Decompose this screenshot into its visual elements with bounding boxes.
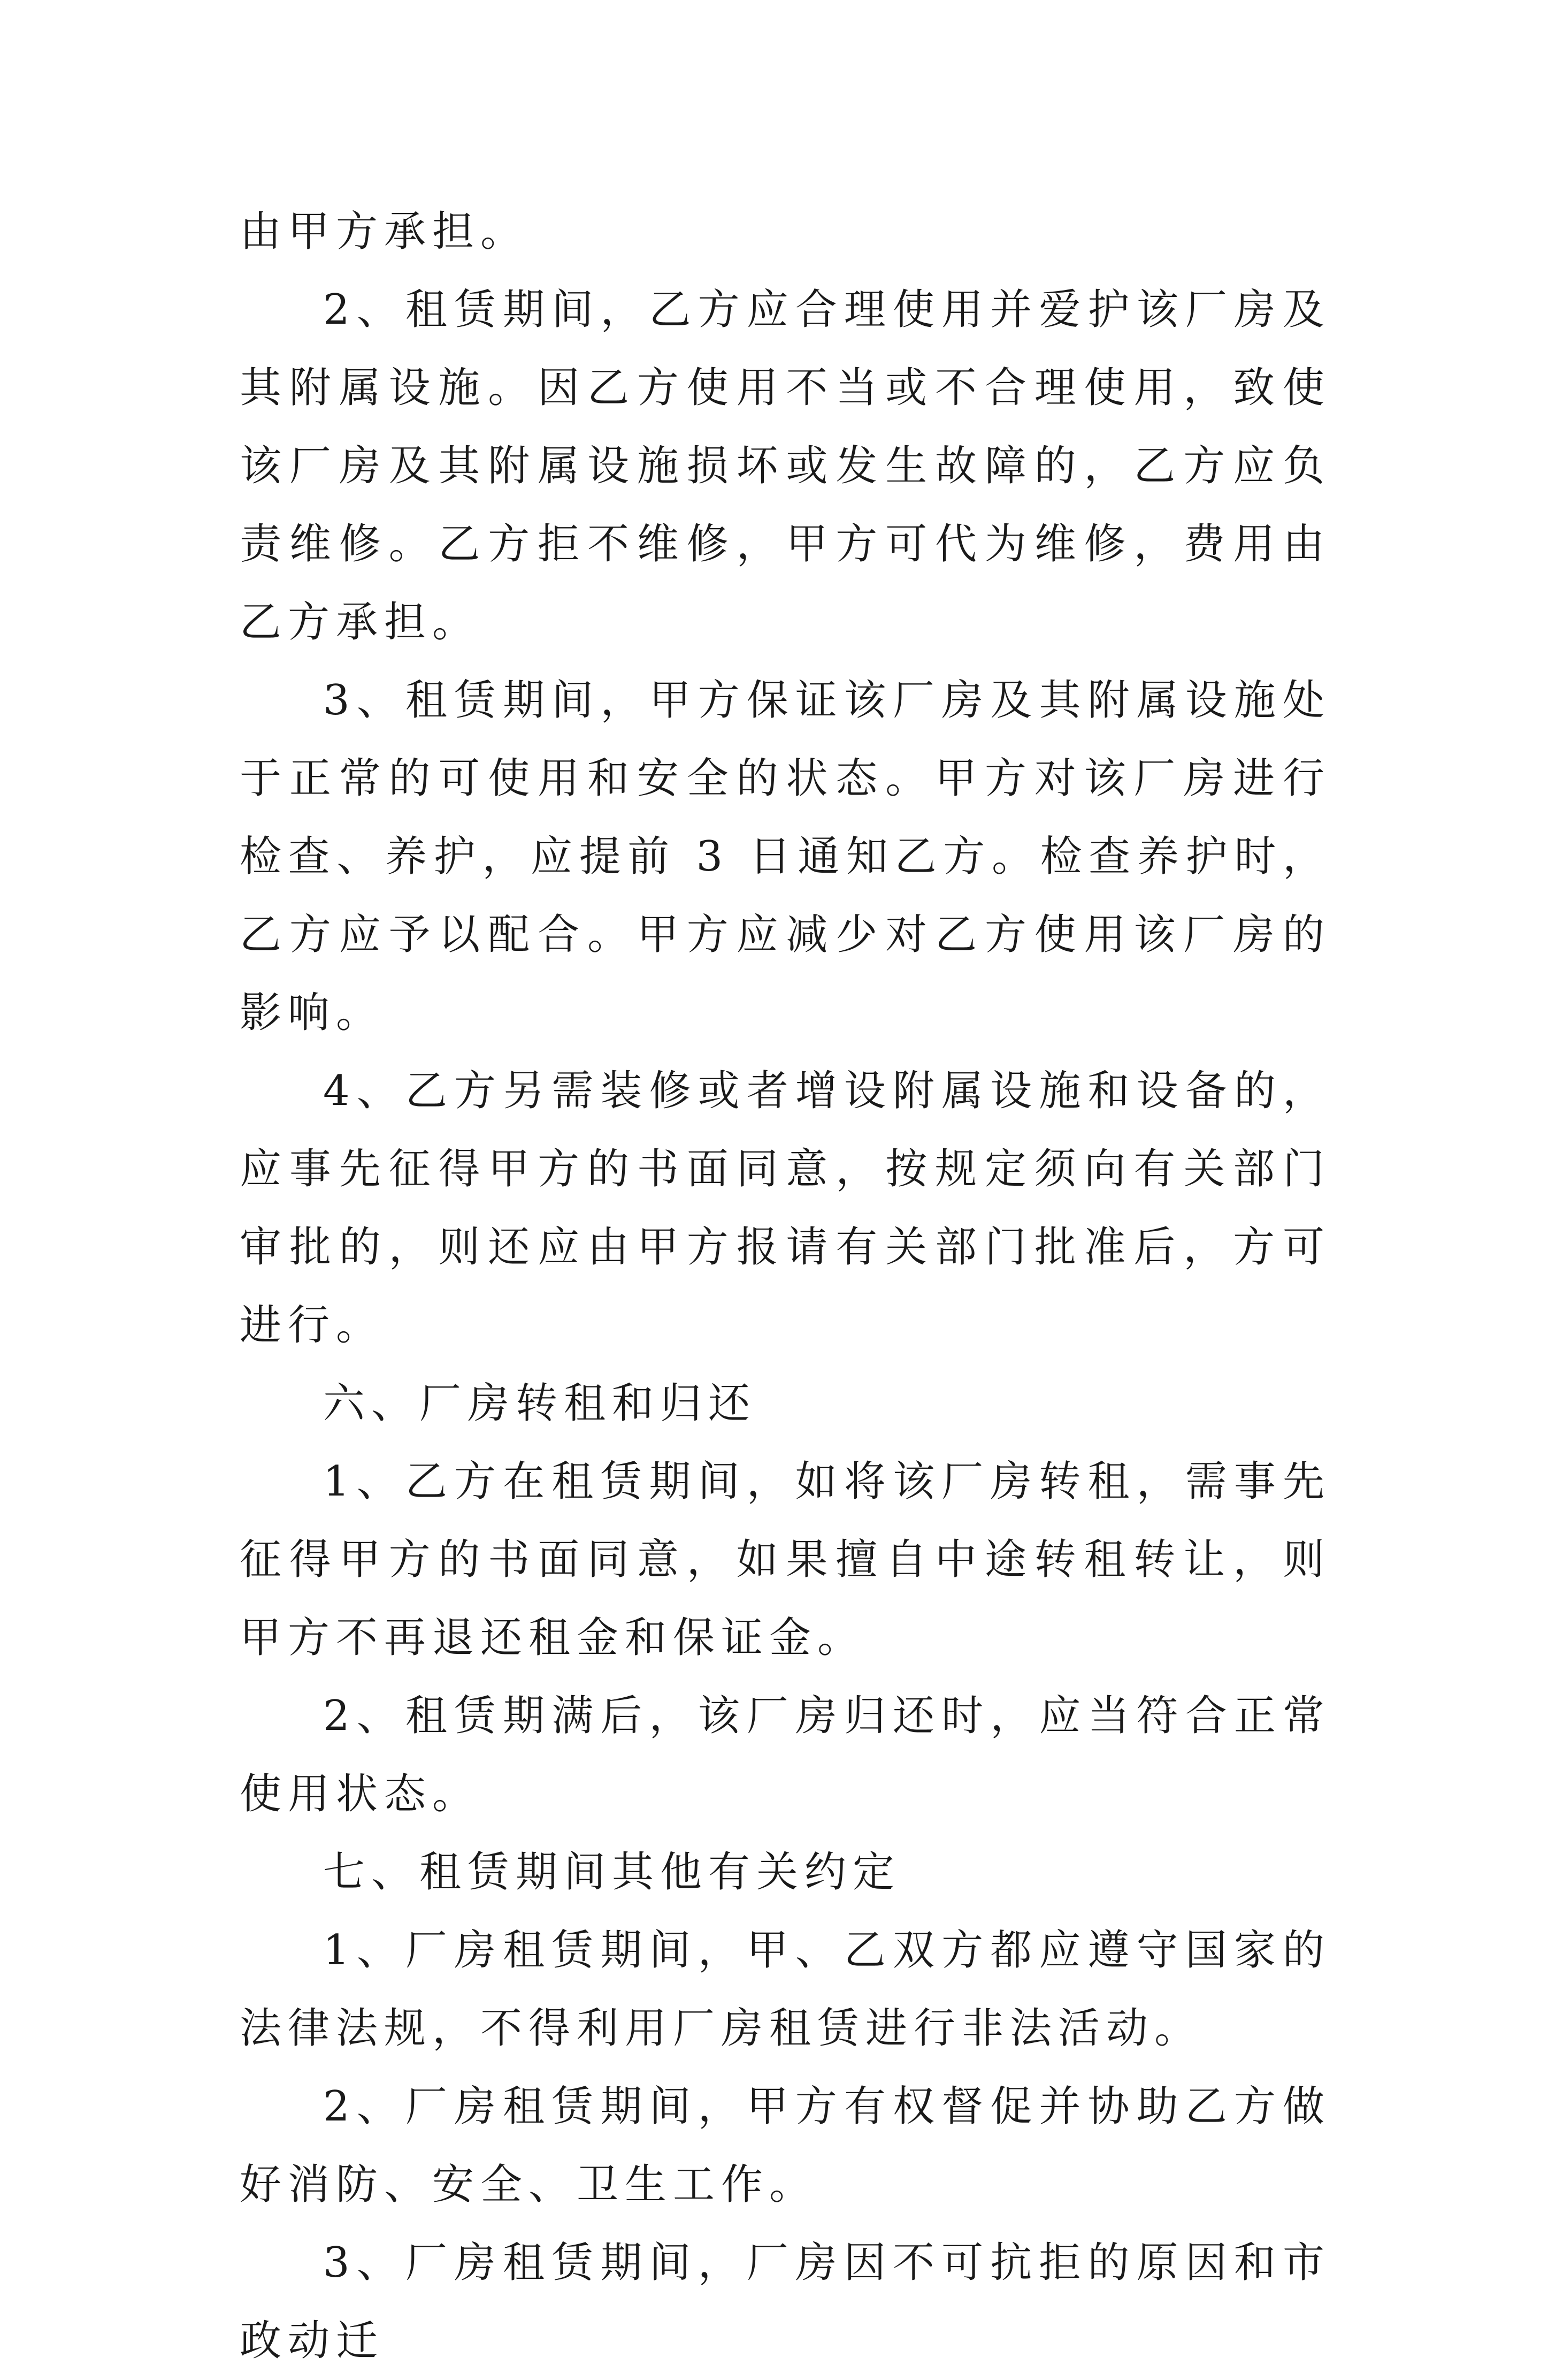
paragraph-clause-2-repair: 2、租赁期间，乙方应合理使用并爱护该厂房及其附属设施。因乙方使用不当或不合理使用，致使该厂房及其附属设施损坏或发生故障的，乙方应负责维修。乙方拒不维修，甲方可代为维修，费用由乙方承担。	[240, 286, 1331, 646]
paragraph-sublease-clause-2: 2、租赁期满后，该厂房归还时，应当符合正常使用状态。	[240, 1692, 1331, 1818]
paragraph-clause-4-renovation: 4、乙方另需装修或者增设附属设施和设备的，应事先征得甲方的书面同意，按规定须向有关部门审批的，则还应由甲方报请有关部门批准后，方可进行。	[240, 1067, 1331, 1349]
paragraph-other-clause-3: 3、厂房租赁期间，厂房因不可抗拒的原因和市政动迁	[240, 2239, 1331, 2365]
paragraph-sublease-clause-1: 1、乙方在租赁期间，如将该厂房转租，需事先征得甲方的书面同意，如果擅自中途转租转让，则甲方不再退还租金和保证金。	[240, 1458, 1331, 1662]
paragraph-other-clause-1: 1、厂房租赁期间，甲、乙双方都应遵守国家的法律法规，不得利用厂房租赁进行非法活动。	[240, 1926, 1331, 2053]
paragraph-other-clause-2: 2、厂房租赁期间，甲方有权督促并协助乙方做好消防、安全、卫生工作。	[240, 2082, 1331, 2209]
document-body	[240, 193, 1331, 2380]
paragraph-continuation: 由甲方承担。	[240, 208, 529, 256]
section-heading-other-agreements: 七、租赁期间其他有关约定	[323, 1848, 901, 1896]
section-heading-sublease-return: 六、厂房转租和归还	[323, 1379, 757, 1428]
paragraph-clause-3-maintenance: 3、租赁期间，甲方保证该厂房及其附属设施处于正常的可使用和安全的状态。甲方对该厂房进行检查、养护，应提前 3 日通知乙方。检查养护时，乙方应予以配合。甲方应减少对乙方使用该厂房的影响。	[240, 676, 1331, 1037]
